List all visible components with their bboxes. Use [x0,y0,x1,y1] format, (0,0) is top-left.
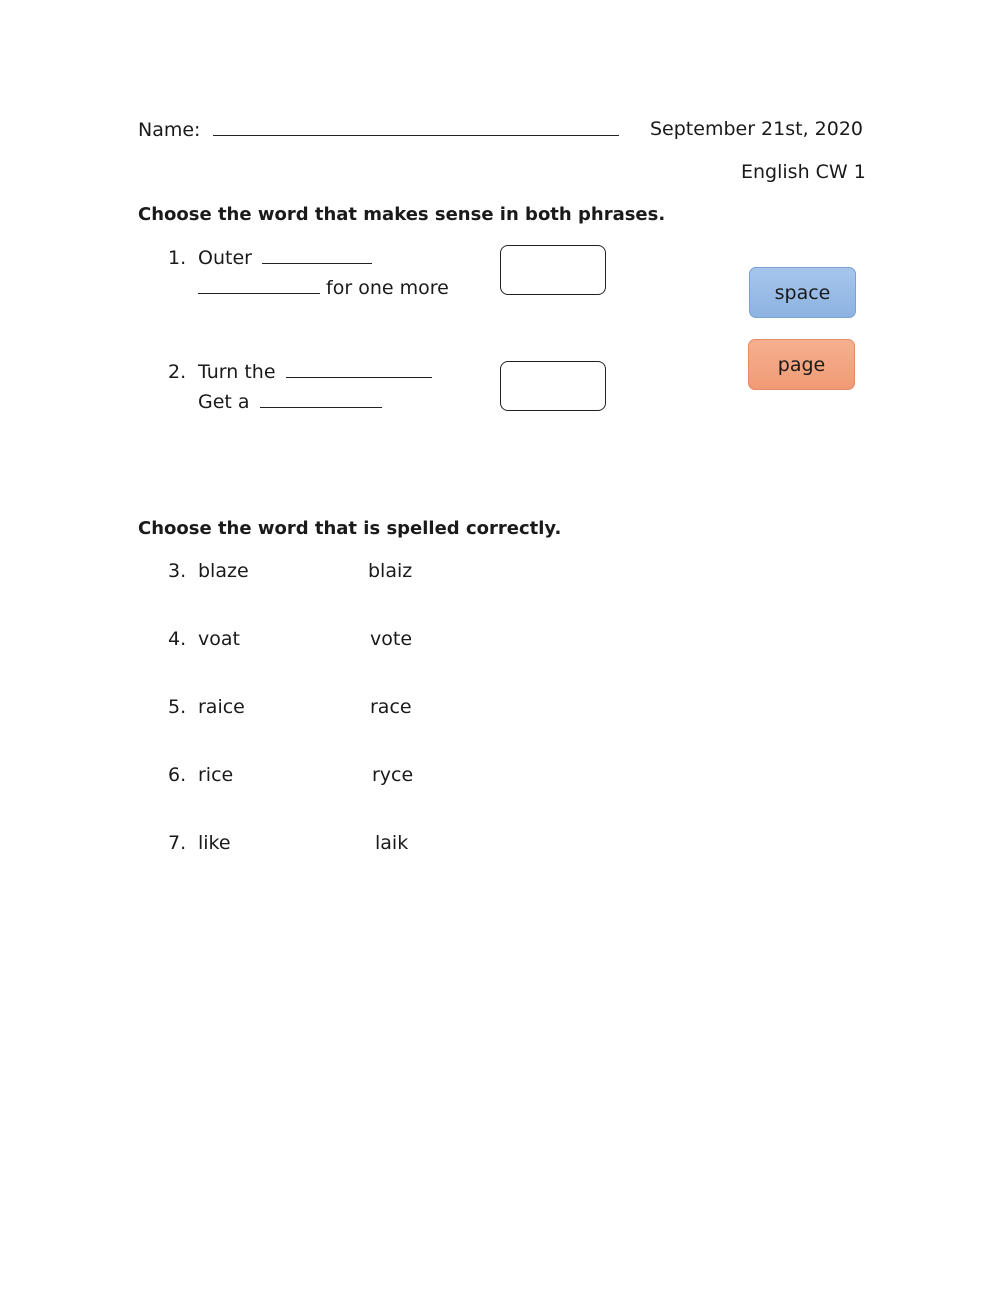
question-4-number: 4. [168,628,187,650]
word-tile-space[interactable]: space [749,267,856,318]
question-2-line1 [168,359,432,384]
question-3 [168,559,249,583]
question-1-line1 [168,245,372,270]
question-3-number: 3. [168,560,187,582]
question-1-number: 1. [168,247,187,269]
question-6-option-b[interactable]: ryce [372,764,414,786]
question-2-blank-b [260,389,382,408]
question-6 [168,763,233,787]
word-tile-page[interactable]: page [748,339,855,390]
question-1-line2 [198,275,449,300]
question-2-line2-prefix: Get a [198,391,250,413]
date-text: September 21st, 2020 [650,118,864,140]
question-3-option-a[interactable]: blaze [198,560,249,582]
question-4-option-a[interactable]: voat [198,628,240,650]
question-4 [168,627,240,651]
answer-box-2[interactable] [500,361,606,411]
question-1-blank-a [262,245,372,264]
question-2-prefix: Turn the [198,361,276,383]
question-1-prefix: Outer [198,247,252,269]
question-4-option-b[interactable]: vote [370,628,413,650]
question-5 [168,695,245,719]
section2-instruction: Choose the word that is spelled correctly. [138,518,562,539]
name-blank [213,117,619,136]
question-1-blank-b [198,275,320,294]
section1-instruction: Choose the word that makes sense in both phrases. [138,204,666,225]
answer-box-1[interactable] [500,245,606,295]
name-label: Name: [138,119,201,141]
question-1-suffix: for one more [326,277,449,299]
question-2-blank-a [286,359,432,378]
question-5-option-b[interactable]: race [370,696,412,718]
question-7-option-a[interactable]: like [198,832,231,854]
question-7 [168,831,231,855]
question-7-number: 7. [168,832,187,854]
name-line [138,117,619,142]
question-6-option-a[interactable]: rice [198,764,234,786]
question-7-option-b[interactable]: laik [375,832,409,854]
question-3-option-b[interactable]: blaiz [368,560,413,582]
question-5-option-a[interactable]: raice [198,696,245,718]
question-5-number: 5. [168,696,187,718]
question-2-number: 2. [168,361,187,383]
subject-text: English CW 1 [741,161,866,183]
question-6-number: 6. [168,764,187,786]
question-2-line2 [198,389,382,414]
